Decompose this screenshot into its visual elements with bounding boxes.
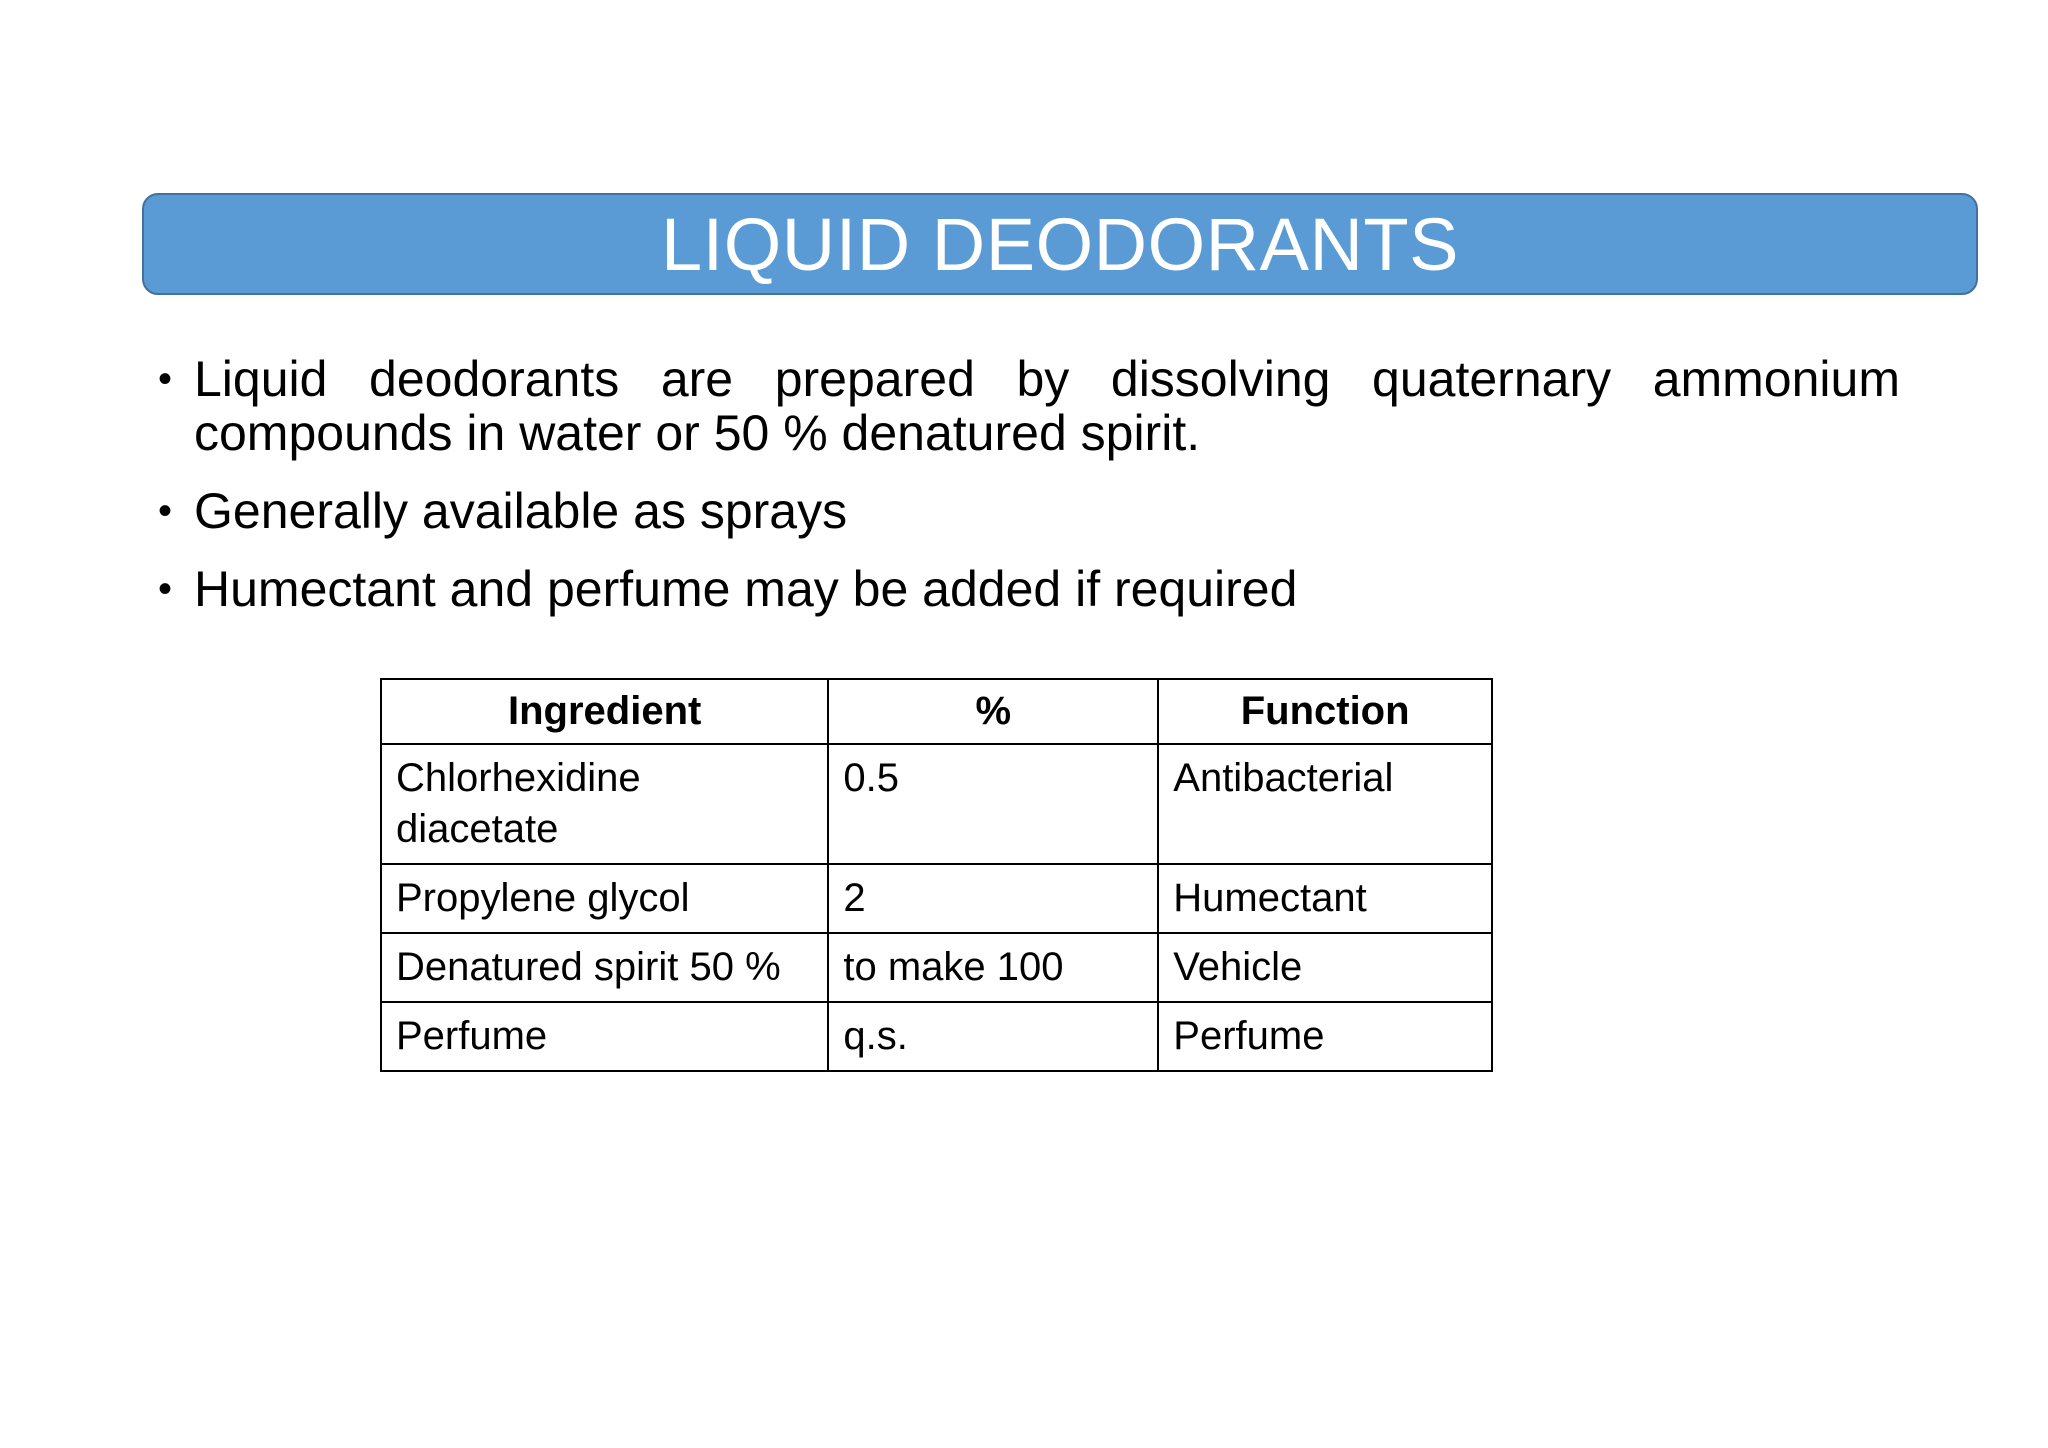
header-percent: % bbox=[828, 679, 1158, 744]
bullet-item bbox=[152, 352, 1900, 460]
bullet-icon: • bbox=[158, 357, 173, 401]
cell-ingredient: Denatured spirit 50 % bbox=[381, 933, 828, 1002]
cell-function: Humectant bbox=[1158, 864, 1492, 933]
table-row bbox=[381, 1002, 1492, 1071]
bullet-item bbox=[152, 484, 1900, 538]
cell-percent: q.s. bbox=[828, 1002, 1158, 1071]
table-header-row bbox=[381, 679, 1492, 744]
slide-title-banner bbox=[142, 193, 1978, 295]
cell-function: Vehicle bbox=[1158, 933, 1492, 1002]
table-row bbox=[381, 864, 1492, 933]
header-function: Function bbox=[1158, 679, 1492, 744]
cell-percent: to make 100 bbox=[828, 933, 1158, 1002]
header-ingredient: Ingredient bbox=[381, 679, 828, 744]
cell-ingredient: Perfume bbox=[381, 1002, 828, 1071]
cell-percent: 0.5 bbox=[828, 744, 1158, 864]
cell-function: Antibacterial bbox=[1158, 744, 1492, 864]
cell-function: Perfume bbox=[1158, 1002, 1492, 1071]
cell-ingredient: Chlorhexidine diacetate bbox=[381, 744, 828, 864]
cell-ingredient: Propylene glycol bbox=[381, 864, 828, 933]
cell-percent: 2 bbox=[828, 864, 1158, 933]
bullet-list bbox=[152, 352, 1900, 640]
table-row bbox=[381, 744, 1492, 864]
bullet-text: Generally available as sprays bbox=[194, 483, 848, 539]
bullet-icon: • bbox=[158, 567, 173, 611]
bullet-text: Humectant and perfume may be added if required bbox=[194, 561, 1298, 617]
formulation-table bbox=[380, 678, 1493, 1072]
slide-title: LIQUID DEODORANTS bbox=[661, 203, 1459, 286]
table-row bbox=[381, 933, 1492, 1002]
bullet-icon: • bbox=[158, 489, 173, 533]
bullet-item bbox=[152, 562, 1900, 616]
bullet-text: Liquid deodorants are prepared by dissolving quaternary ammonium compounds in water or 50 % denatured spirit. bbox=[194, 351, 1900, 461]
